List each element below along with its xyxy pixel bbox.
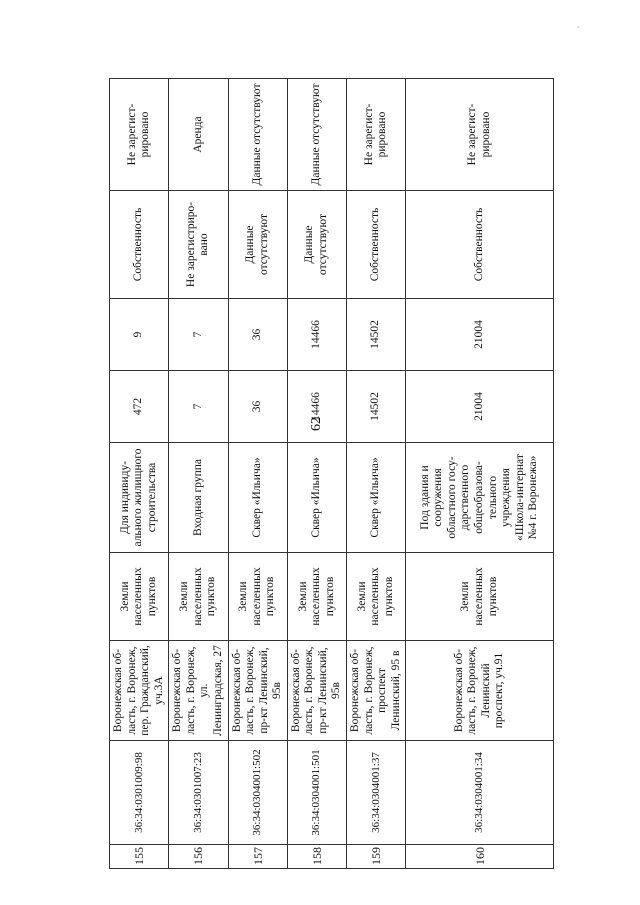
- right-type-cell: Данные отсутствуют: [228, 191, 287, 299]
- row-number-cell: 160: [406, 845, 554, 869]
- permitted-use-cell: Входная группа: [169, 443, 228, 553]
- area-value-cell: 36: [228, 299, 287, 371]
- table-row: [110, 79, 169, 869]
- area-value-cell: 7: [169, 299, 228, 371]
- area-value-cell: 21004: [406, 299, 554, 371]
- encumbrance-cell: Не зарегист-рировано: [347, 79, 406, 191]
- table-row: [169, 79, 228, 869]
- cadastral-number-cell: 36:34:0304001:34: [406, 741, 554, 845]
- row-number-cell: 159: [347, 845, 406, 869]
- encumbrance-cell: Не зарегист-рировано: [406, 79, 554, 191]
- row-number-cell: 157: [228, 845, 287, 869]
- cadastral-number-cell: 36:34:0301009:98: [110, 741, 169, 845]
- corner-mark: ': [575, 26, 586, 28]
- permitted-use-cell: Для индивиду-ального жилищного строительства: [110, 443, 169, 553]
- area-value-cell: 14466: [287, 299, 346, 371]
- row-number-cell: 156: [169, 845, 228, 869]
- permitted-use-cell: Сквер «Ильича»: [287, 443, 346, 553]
- area-value-cell: 14502: [347, 299, 406, 371]
- area-cell: 21004: [406, 371, 554, 443]
- address-cell: Воронежская об-ласть, г. Воронеж, пр-кт Ленинский, 95в: [287, 641, 346, 741]
- land-category-cell: Земли населенных пунктов: [228, 553, 287, 641]
- area-value-cell: 9: [110, 299, 169, 371]
- land-category-cell: Земли населенных пунктов: [406, 553, 554, 641]
- cadastral-number-cell: 36:34:0304001:37: [347, 741, 406, 845]
- address-cell: Воронежская об-ласть, г. Воронеж, пр-кт Ленинский, 95в: [228, 641, 287, 741]
- address-cell: Воронежская об-ласть, г. Воронеж, проспект Ленинский, 95 в: [347, 641, 406, 741]
- cadastral-number-cell: 36:34:0304001:502: [228, 741, 287, 845]
- table-row: [287, 79, 346, 869]
- right-type-cell: Собственность: [110, 191, 169, 299]
- land-category-cell: Земли населенных пунктов: [169, 553, 228, 641]
- right-type-cell: Не зарегистриро-вано: [169, 191, 228, 299]
- area-cell: 36: [228, 371, 287, 443]
- encumbrance-cell: Не зарегист-рировано: [110, 79, 169, 191]
- right-type-cell: Данные отсутствуют: [287, 191, 346, 299]
- land-plots-table: [109, 79, 540, 869]
- table-row: [347, 79, 406, 869]
- right-type-cell: Собственность: [347, 191, 406, 299]
- encumbrance-cell: Аренда: [169, 79, 228, 191]
- land-category-cell: Земли населенных пунктов: [287, 553, 346, 641]
- land-category-cell: Земли населенных пунктов: [347, 553, 406, 641]
- cadastral-number-cell: 36:34:0304001:501: [287, 741, 346, 845]
- page-number: 62: [309, 417, 324, 431]
- area-cell: 472: [110, 371, 169, 443]
- permitted-use-cell: Под здания и сооружения областного госу-дарственного общеобразова-тельного учреждения «Школа-интернат №4 г. Воронежа»: [406, 443, 554, 553]
- cadastral-number-cell: 36:34:0301007:23: [169, 741, 228, 845]
- area-cell: 7: [169, 371, 228, 443]
- row-number-cell: 158: [287, 845, 346, 869]
- encumbrance-cell: Данные отсутствуют: [228, 79, 287, 191]
- table-row: [406, 79, 554, 869]
- row-number-cell: 155: [110, 845, 169, 869]
- address-cell: Воронежская об-ласть, г. Воронеж, Ленинский проспект, уч.91: [406, 641, 554, 741]
- right-type-cell: Собственность: [406, 191, 554, 299]
- area-cell: 14502: [347, 371, 406, 443]
- address-cell: Воронежская об-ласть, г. Воронеж, пер. Гражданский, уч.3А: [110, 641, 169, 741]
- permitted-use-cell: Сквер «Ильича»: [228, 443, 287, 553]
- address-cell: Воронежская об-ласть, г. Воронеж, ул. Ленинградская, 27: [169, 641, 228, 741]
- permitted-use-cell: Сквер «Ильича»: [347, 443, 406, 553]
- table-row: [228, 79, 287, 869]
- land-category-cell: Земли населенных пунктов: [110, 553, 169, 641]
- area-cell: 14466: [287, 371, 346, 443]
- encumbrance-cell: Данные отсутствуют: [287, 79, 346, 191]
